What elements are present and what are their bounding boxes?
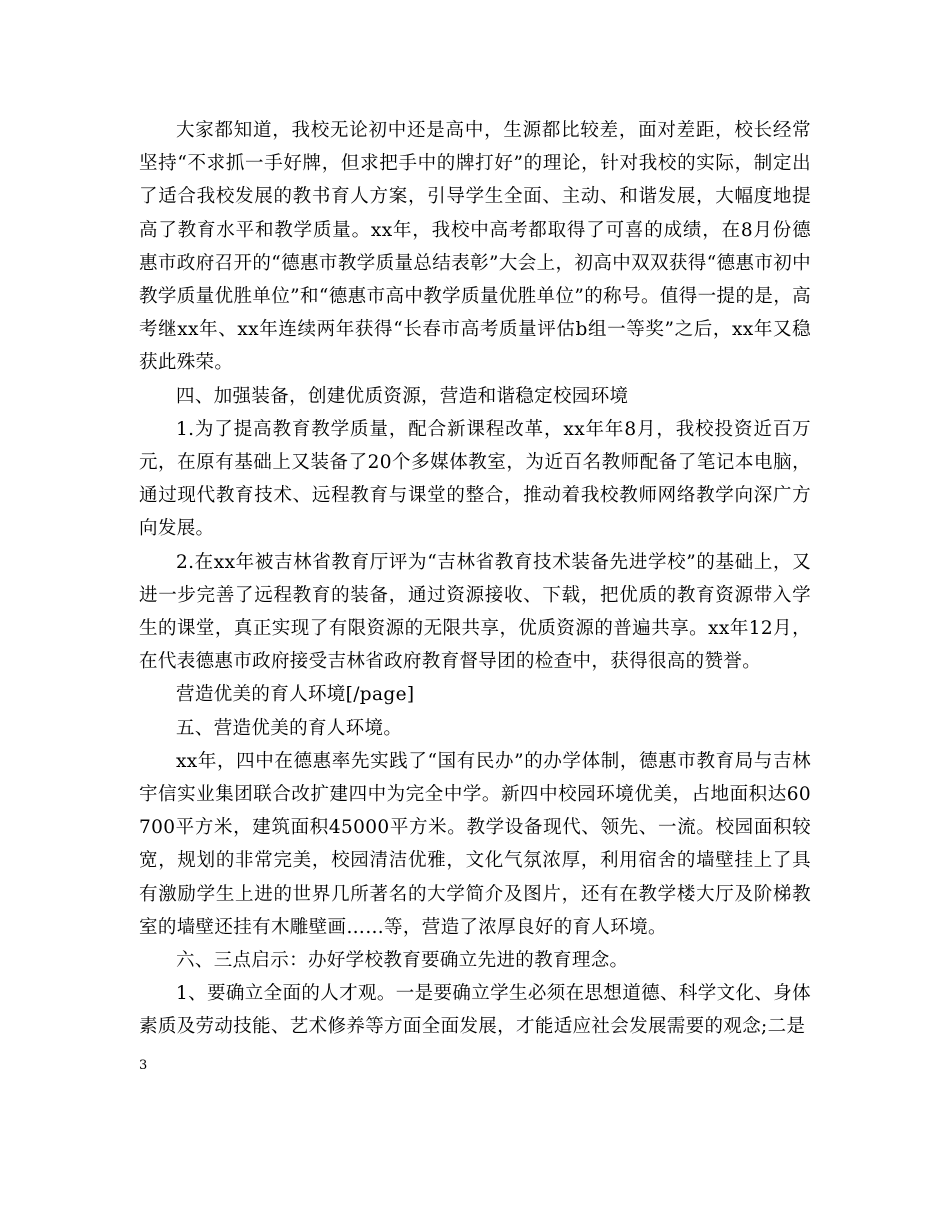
paragraph-enrollment-results: 大家都知道，我校无论初中还是高中，生源都比较差，面对差距，校长经常坚持“不求抓一手好牌，但求把手中的牌打好”的理论，针对我校的实际，制定出了适合我校发展的教书育人方案，引导学生全面、主动、和谐发展，大幅度地提高了教育水平和教学质量。xx年，我校中高考都取得了可喜的成绩，在8月份德惠市政府召开的“德惠市教学质量总结表彰”大会上，初高中双双获得“德惠市初中教学质量优胜单位”和“德惠市高中教学质量优胜单位”的称号。值得一提的是，高考继xx年、xx年连续两年获得“长春市高考质量评估b组一等奖”之后，xx年又稳获此殊荣。 (139, 120, 811, 374)
paragraph-remote-education: 2.在xx年被吉林省教育厅评为“吉林省教育技术装备先进学校”的基础上，又进一步完善了远程教育的装备，通过资源接收、下载，把优质的教育资源带入学生的课堂，真正实现了有限资源的无限共享，优质资源的普遍共享。xx年12月，在代表德惠市政府接受吉林省政府教育督导团的检查中，获得很高的赞誉。 (139, 551, 811, 673)
heading-section-five: 五、营造优美的育人环境。 (176, 717, 403, 739)
heading-section-six: 六、三点启示：办好学校教育要确立先进的教育理念。 (176, 950, 629, 972)
paragraph-multimedia-investment: 1.为了提高教育教学质量，配合新课程改革，xx年年8月，我校投资近百万元，在原有基础上又装备了20个多媒体教室，为近百名教师配备了笔记本电脑，通过现代教育技术、远程教育与课堂的整合，推动着我校教师网络教学向深广方向发展。 (139, 418, 811, 540)
document-body (139, 114, 811, 1044)
heading-section-four: 四、加强装备，创建优质资源，营造和谐稳定校园环境 (176, 385, 629, 407)
paragraph-talent-view: 1、要确立全面的人才观。一是要确立学生必须在思想道德、科学文化、身体素质及劳动技能、艺术修养等方面全面发展，才能适应社会发展需要的观念;二是 (139, 983, 811, 1038)
paragraph-campus-environment: xx年，四中在德惠率先实践了“国有民办”的办学体制，德惠市教育局与吉林宇信实业集团联合改扩建四中为完全中学。新四中校园环境优美，占地面积达60700平方米，建筑面积45000平方米。教学设备现代、领先、一流。校园面积较宽，规划的非常完美，校园清洁优雅，文化气氛浓厚，利用宿舍的墙壁挂上了具有激励学生上进的世界几所著名的大学简介及图片，还有在教学楼大厅及阶梯教室的墙壁还挂有木雕壁画……等，营造了浓厚良好的育人环境。 (139, 750, 811, 938)
paragraph-page-marker: 营造优美的育人环境[/page] (176, 684, 415, 706)
page-number: 3 (139, 1058, 148, 1073)
